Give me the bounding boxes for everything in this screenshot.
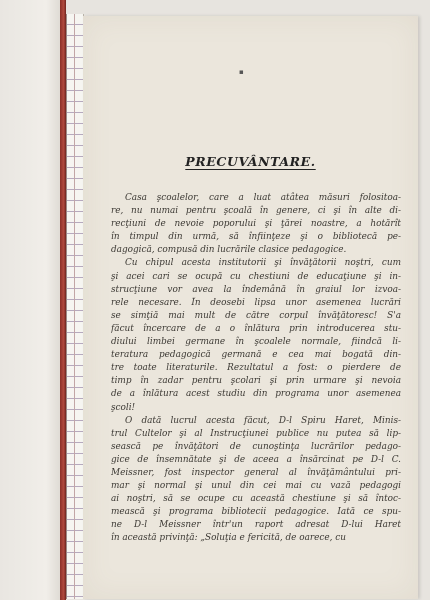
text-line: în timpul din urmă, să înfiinţeze şi o bibliotecă pe- (111, 232, 401, 243)
top-ornament: ▪ (239, 68, 244, 76)
text-line: Cu chipul acesta institutorii şi învăţătorii noştri, cum (125, 258, 401, 269)
text-line: Casa şcoalelor, care a luat atâtea măsuri folositoa- (125, 193, 401, 203)
text-line: şi acei cari se ocupă cu chestiuni de educaţiune şi in- (111, 271, 401, 282)
text-line: ne D-l Meissner într'un raport adresat D-lui Haret (111, 520, 401, 531)
text-line: O dată lucrul acesta făcut, D-l Spiru Haret, Minis- (125, 415, 401, 426)
text-line: timp în zadar pentru şcolari şi prin urmare şi nevoia (111, 376, 401, 387)
text-line: mar şi normal şi unul din cei mai cu vază pedagogi (111, 481, 401, 492)
text-line: sească pe învăţători de cunoştinţa lucrărilor pedago- (111, 441, 401, 452)
text-line: făcut încercare de a o înlătura prin introducerea stu- (111, 323, 401, 334)
book-cover (0, 0, 66, 600)
text-line: gice de însemnătate şi de aceea a însărcinat pe D-l C. (111, 454, 401, 465)
ruled-gutter-strip (66, 14, 84, 599)
text-line: mească şi programa bibliotecii pedagogice. Iată ce spu- (111, 507, 401, 518)
page-title: PRECUVÂNTARE. (185, 154, 316, 169)
text-line: se simţiă mai mult de către corpul învăţătoresc! S'a (111, 310, 401, 321)
text-line: tre toate literaturile. Rezultatul a fost: o pierdere de (111, 363, 401, 374)
text-line: recţiuni de nevoie poporului şi ţărei noastre, a hotărît (111, 219, 401, 230)
book-page (83, 16, 418, 599)
text-line: dagogică, compusă din lucrările clasice pedagogice. (111, 245, 347, 256)
text-line: de a înlătura acest studiu din programa unor asemenea (111, 389, 401, 400)
text-line: Meissner, fost inspector general al învăţământului pri- (111, 467, 401, 478)
text-line: ai noştri, să se ocupe cu această chestiune şi să întoc- (111, 494, 401, 505)
text-line: şcoli! (111, 402, 136, 413)
text-line: diului limbei germane în şcoalele normale, fiindcă li- (111, 337, 401, 348)
text-line: teratura pedagogică germană e cea mai bogată din- (111, 350, 401, 361)
text-line: trul Cultelor şi al Instrucţiunei publice nu putea să lip- (111, 428, 401, 439)
text-line: strucţiune vor avea la îndemână în graiul lor izvoa- (111, 284, 401, 295)
body-text (111, 192, 401, 546)
text-line: în această privinţă: „Soluţia e fericită, de oarece, cu (111, 533, 346, 544)
text-line: rele necesare. În deosebi lipsa unor asemenea lucrări (111, 297, 401, 308)
text-line: re, nu numai pentru şcoală în genere, ci şi în alte di- (111, 206, 401, 217)
